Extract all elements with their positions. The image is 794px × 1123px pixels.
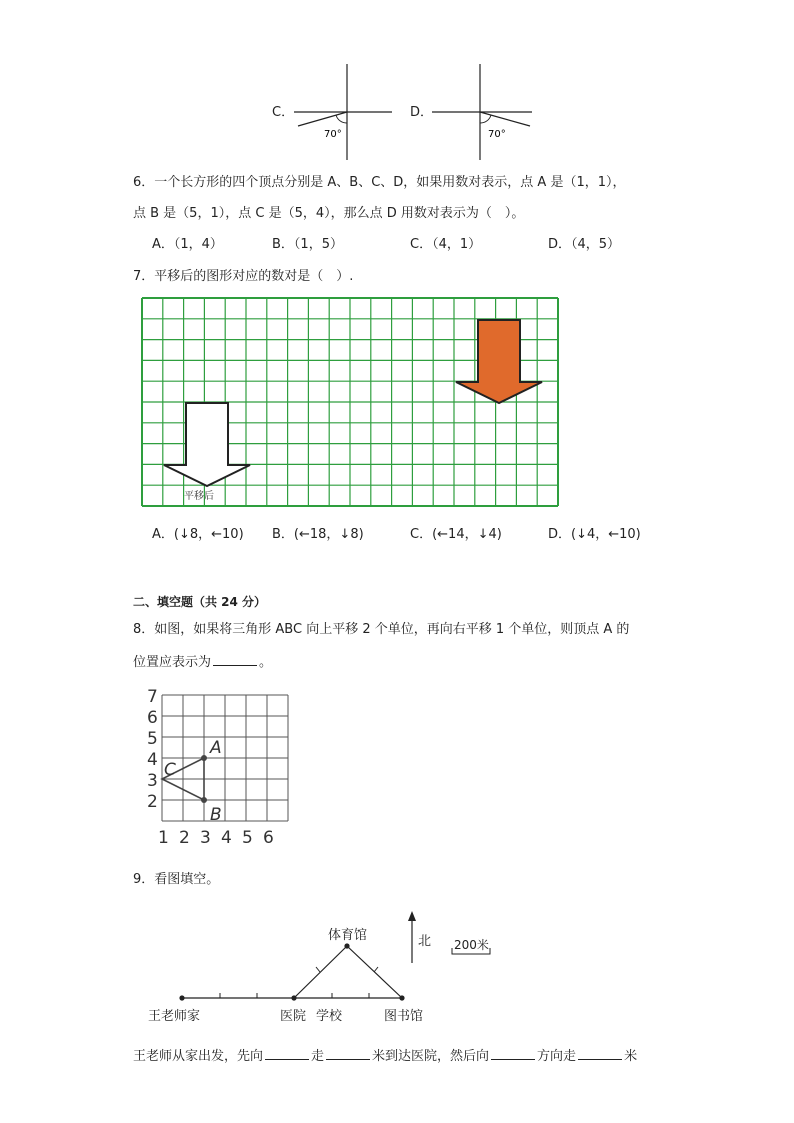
- q6-option-b: B．（1，5）: [272, 237, 343, 252]
- q7-option-c: C．(←14，↓4): [410, 527, 502, 542]
- x-tick-2: 2: [179, 828, 190, 848]
- option-c-label: C．: [272, 105, 295, 120]
- q9-part-4: 方向走: [537, 1049, 577, 1064]
- q7-option-d: D．(↓4，←10): [548, 527, 641, 542]
- q6-option-c: C．（4，1）: [410, 237, 482, 252]
- q9-part-5: 米: [624, 1049, 638, 1064]
- q8-grid-lines: [162, 695, 288, 821]
- translated-label: 平移后: [184, 491, 214, 502]
- x-tick-3: 3: [200, 828, 211, 848]
- library-label: 图书馆: [384, 1009, 424, 1024]
- home-label: 王老师家: [148, 1009, 201, 1024]
- q8-line-2-prefix: 位置应表示为: [133, 655, 212, 670]
- q9-part-1: 王老师从家出发，先向: [133, 1049, 264, 1064]
- q6-option-d: D．（4，5）: [548, 237, 621, 252]
- q7-grid-figure: [140, 295, 564, 511]
- q9-stem: 9．看图填空。: [133, 872, 220, 887]
- y-tick-3: 3: [147, 771, 158, 791]
- library-dot: [399, 995, 404, 1000]
- point-a-dot: [201, 755, 207, 761]
- school-label: 学校: [316, 1009, 343, 1024]
- y-tick-6: 6: [147, 708, 158, 728]
- point-b-label: B: [210, 805, 222, 825]
- x-tick-1: 1: [158, 828, 169, 848]
- q9-part-2: 走: [311, 1049, 325, 1064]
- q7-option-a: A．(↓8，←10): [152, 527, 244, 542]
- q9-part-3: 米到达医院，然后向: [372, 1049, 490, 1064]
- q9-blank-4[interactable]: [578, 1047, 622, 1060]
- q7-option-b: B．(←18，↓8): [272, 527, 364, 542]
- translated-arrow-shape: [164, 403, 250, 486]
- home-dot: [179, 995, 184, 1000]
- north-label: 北: [418, 934, 432, 949]
- q8-line-1: 8．如图，如果将三角形 ABC 向上平移 2 个单位，再向右平移 1 个单位，则顶点 A 的: [133, 622, 630, 637]
- angle-label-d: 70°: [488, 129, 506, 140]
- y-tick-7: 7: [147, 688, 158, 707]
- q8-answer-blank[interactable]: [213, 653, 257, 666]
- section-2-heading: 二、填空题（共 24 分）: [133, 595, 267, 609]
- gym-label: 体育馆: [328, 928, 368, 943]
- angle-figure-d: [428, 60, 538, 164]
- y-tick-2: 2: [147, 792, 158, 812]
- q6-line-1: 6．一个长方形的四个顶点分别是 A、B、C、D，如果用数对表示，点 A 是（1，1），: [133, 175, 626, 190]
- scale-label: 200米: [454, 938, 489, 952]
- hospital-label: 医院: [280, 1009, 307, 1024]
- q8-line-2: [133, 653, 272, 669]
- y-tick-5: 5: [147, 729, 158, 749]
- q8-line-2-suffix: 。: [259, 655, 273, 670]
- q8-coordinate-grid: [140, 688, 300, 848]
- point-a-label: A: [210, 738, 222, 758]
- orange-arrow-shape: [456, 320, 542, 403]
- gym-dot: [344, 943, 349, 948]
- point-c-label: C: [164, 760, 176, 780]
- q9-blank-2[interactable]: [326, 1047, 370, 1060]
- q9-blank-1[interactable]: [265, 1047, 309, 1060]
- q7-stem: 7．平移后的图形对应的数对是（ ）.: [133, 269, 354, 284]
- q6-line-2: 点 B 是（5，1），点 C 是（5，4），那么点 D 用数对表示为（ ）。: [133, 206, 525, 221]
- north-arrow-icon: [408, 911, 416, 921]
- y-tick-4: 4: [147, 750, 158, 770]
- x-tick-6: 6: [263, 828, 274, 848]
- angle-label-c: 70°: [324, 129, 342, 140]
- option-d-label: D．: [410, 105, 434, 120]
- hospital-dot: [291, 995, 296, 1000]
- x-tick-5: 5: [242, 828, 253, 848]
- angle-figure-c: [290, 60, 400, 164]
- q9-blank-3[interactable]: [491, 1047, 535, 1060]
- x-tick-4: 4: [221, 828, 232, 848]
- q9-sentence: [133, 1047, 637, 1063]
- q6-option-a: A．（1，4）: [152, 237, 223, 252]
- q9-map-figure: [140, 905, 530, 1030]
- point-b-dot: [201, 797, 207, 803]
